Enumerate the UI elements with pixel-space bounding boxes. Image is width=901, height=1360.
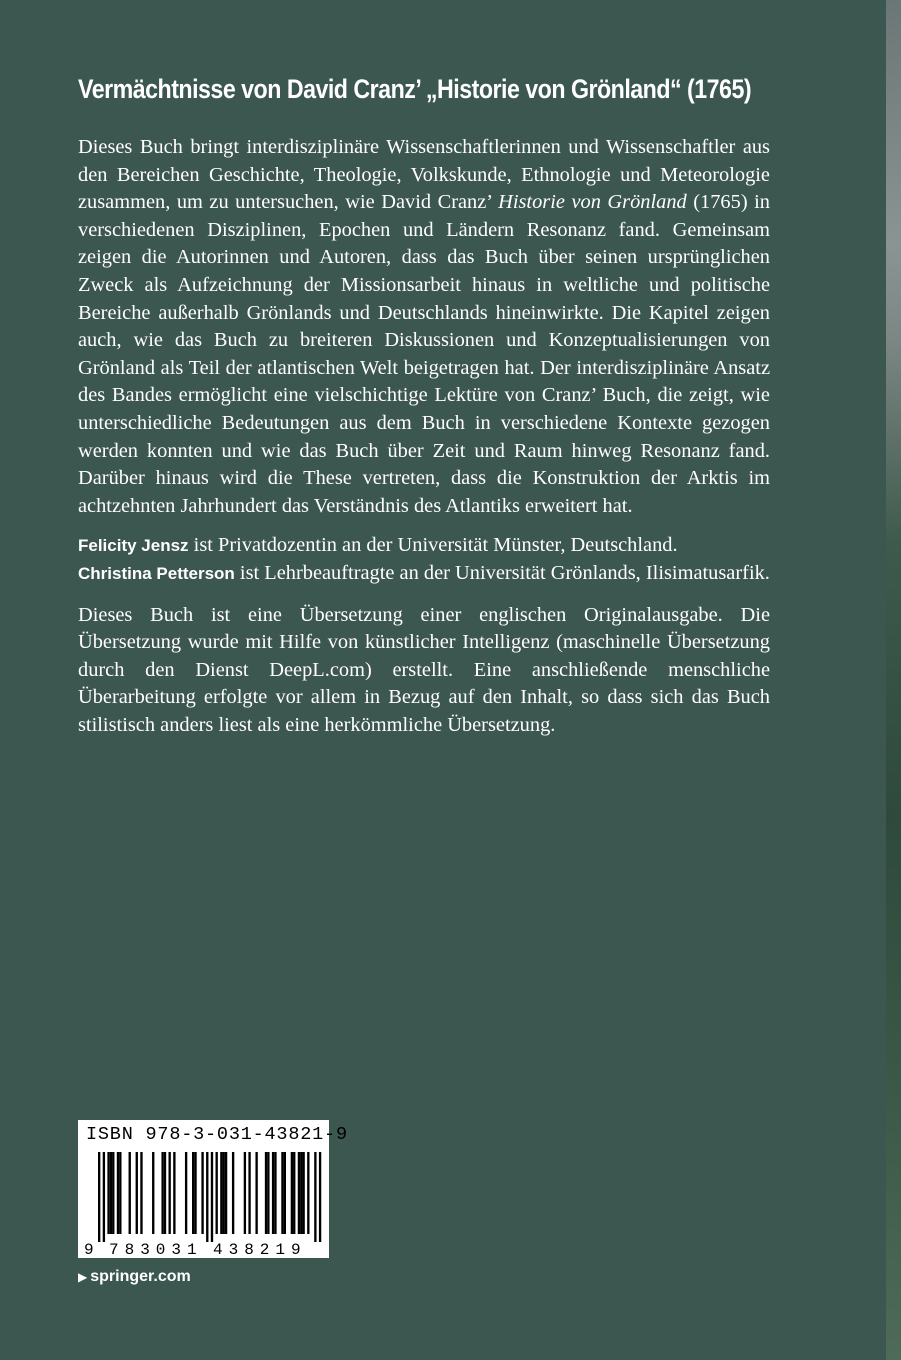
book-title: Vermächtnisse von David Cranz’ „Historie von Grönland“ (1765) — [78, 74, 752, 104]
barcode-bar — [244, 1152, 246, 1234]
barcode-bar — [267, 1152, 269, 1234]
isbn-label: ISBN 978-3-031-43821-9 — [86, 1124, 348, 1145]
barcode-bar — [225, 1152, 227, 1234]
barcode-bar — [169, 1152, 171, 1234]
barcode-bar — [307, 1152, 309, 1234]
barcode-bar — [274, 1152, 276, 1234]
barcode-bar — [319, 1152, 321, 1242]
barcode-bar — [248, 1152, 250, 1234]
author-bio-text: ist Lehrbeauftragte an der Universität Grönlands, Ilisimatusarfik. — [234, 561, 770, 584]
barcode-bar — [194, 1152, 196, 1234]
cover-photo-edge — [886, 0, 901, 1360]
isbn-barcode — [78, 1120, 348, 1258]
publisher-link[interactable] — [78, 1268, 191, 1286]
barcode-bar — [117, 1152, 119, 1234]
author-name: Felicity Jensz — [78, 536, 189, 556]
barcode-digit-lead: 9 — [84, 1241, 94, 1258]
barcode-bar — [161, 1152, 163, 1234]
barcode-bar — [300, 1152, 302, 1234]
barcode-bar — [211, 1152, 213, 1242]
barcode-bar — [110, 1152, 112, 1234]
barcode-bar — [284, 1152, 286, 1234]
barcode-bar — [185, 1152, 187, 1234]
barcode-digits-right: 438219 — [213, 1241, 307, 1258]
author-bio-text: ist Privatdozentin an der Universität Münster, Deutschland. — [188, 534, 678, 557]
barcode-bar — [107, 1152, 109, 1234]
barcode-bar — [119, 1152, 121, 1234]
barcode-bar — [173, 1152, 175, 1234]
barcode-bar — [201, 1152, 203, 1234]
barcode-bar — [314, 1152, 316, 1242]
description-book-title: Historie von Grönland — [498, 191, 687, 214]
barcode-bar — [255, 1152, 257, 1234]
barcode-bar — [140, 1152, 142, 1234]
barcode-bar — [216, 1152, 218, 1234]
description-text-2: (1765) in verschiedenen Disziplinen, Epochen und Ländern Resonanz fand. Gemeinsam zeigen die Autorinnen und Autoren, dass das Buch über seinen ursprünglichen Zweck als Aufzeichnung der Missionsarbeit hinaus in weltliche und politische Bereiche außerhalb Grönlands und Deutschlands hineinwirkte. Die Kapitel zeigen auch, wie das Buch zu breiteren Diskussionen und Konzeptualisierungen von Grönland als Teil der atlantischen Welt beigetragen hat. Der interdisziplinäre Ansatz des Bandes ermöglicht eine vielschichtige Lektüre von Cranz’ Buch, die zeigt, wie unterschiedliche Bedeutungen aus dem Buch in verschiedene Kontexte gezogen werden konnten und wie das Buch über Zeit und Raum hinweg Resonanz fand. Darüber hinaus wird die These vertreten, dass die Konstruktion der Arktis im achtzehnten Jahrhundert das Verständnis des Atlantiks erweitert hat. — [78, 191, 770, 517]
barcode-bar — [164, 1152, 166, 1234]
barcode-bar — [298, 1152, 300, 1234]
barcode-bar — [129, 1152, 131, 1234]
barcode-bars — [98, 1152, 321, 1242]
barcode-bar — [98, 1152, 100, 1242]
barcode-bar — [136, 1152, 138, 1234]
description-text-1: Dieses Buch bringt interdisziplinäre Wissenschaftlerinnen und Wissenschaftler aus den Bereichen Geschichte, Theologie, Volkskunde, Ethnologie und Meteorologie zusammen, um zu untersuchen, wie David Cranz’ — [78, 136, 770, 214]
barcode-bar — [112, 1152, 114, 1234]
book-description — [78, 134, 770, 520]
barcode-bar — [206, 1152, 208, 1242]
barcode-digits-left: 783031 — [109, 1241, 203, 1258]
translation-note: Dieses Buch ist eine Übersetzung einer englischen Originalausgabe. Die Übersetzung wurde mit Hilfe von künstlicher Intelligenz (maschinelle Übersetzung durch den Dienst DeepL.com) erstellt. Eine anschließende menschliche Überarbeitung erfolgte vor allem in Bezug auf den Inhalt, so dass sich das Buch stilistisch anders liest als eine herkömmliche Übersetzung. — [78, 603, 770, 736]
barcode-bar — [103, 1152, 105, 1242]
arrow-right-icon: ▶ — [78, 1270, 88, 1284]
barcode-graphic — [78, 1150, 329, 1258]
barcode-bar — [272, 1152, 274, 1234]
barcode-bar — [265, 1152, 267, 1234]
author-bios — [78, 532, 770, 587]
back-cover-text — [78, 72, 770, 751]
barcode-bar — [281, 1152, 283, 1234]
barcode-bar — [291, 1152, 293, 1234]
barcode-bar — [302, 1152, 304, 1234]
barcode-bar — [232, 1152, 234, 1234]
author-name: Christina Petterson — [78, 563, 235, 583]
barcode-bar — [293, 1152, 295, 1234]
barcode-bar — [220, 1152, 222, 1234]
publisher-link-text: springer.com — [90, 1268, 191, 1285]
barcode-bar — [192, 1152, 194, 1234]
barcode-bar — [223, 1152, 225, 1234]
barcode-bar — [152, 1152, 154, 1234]
